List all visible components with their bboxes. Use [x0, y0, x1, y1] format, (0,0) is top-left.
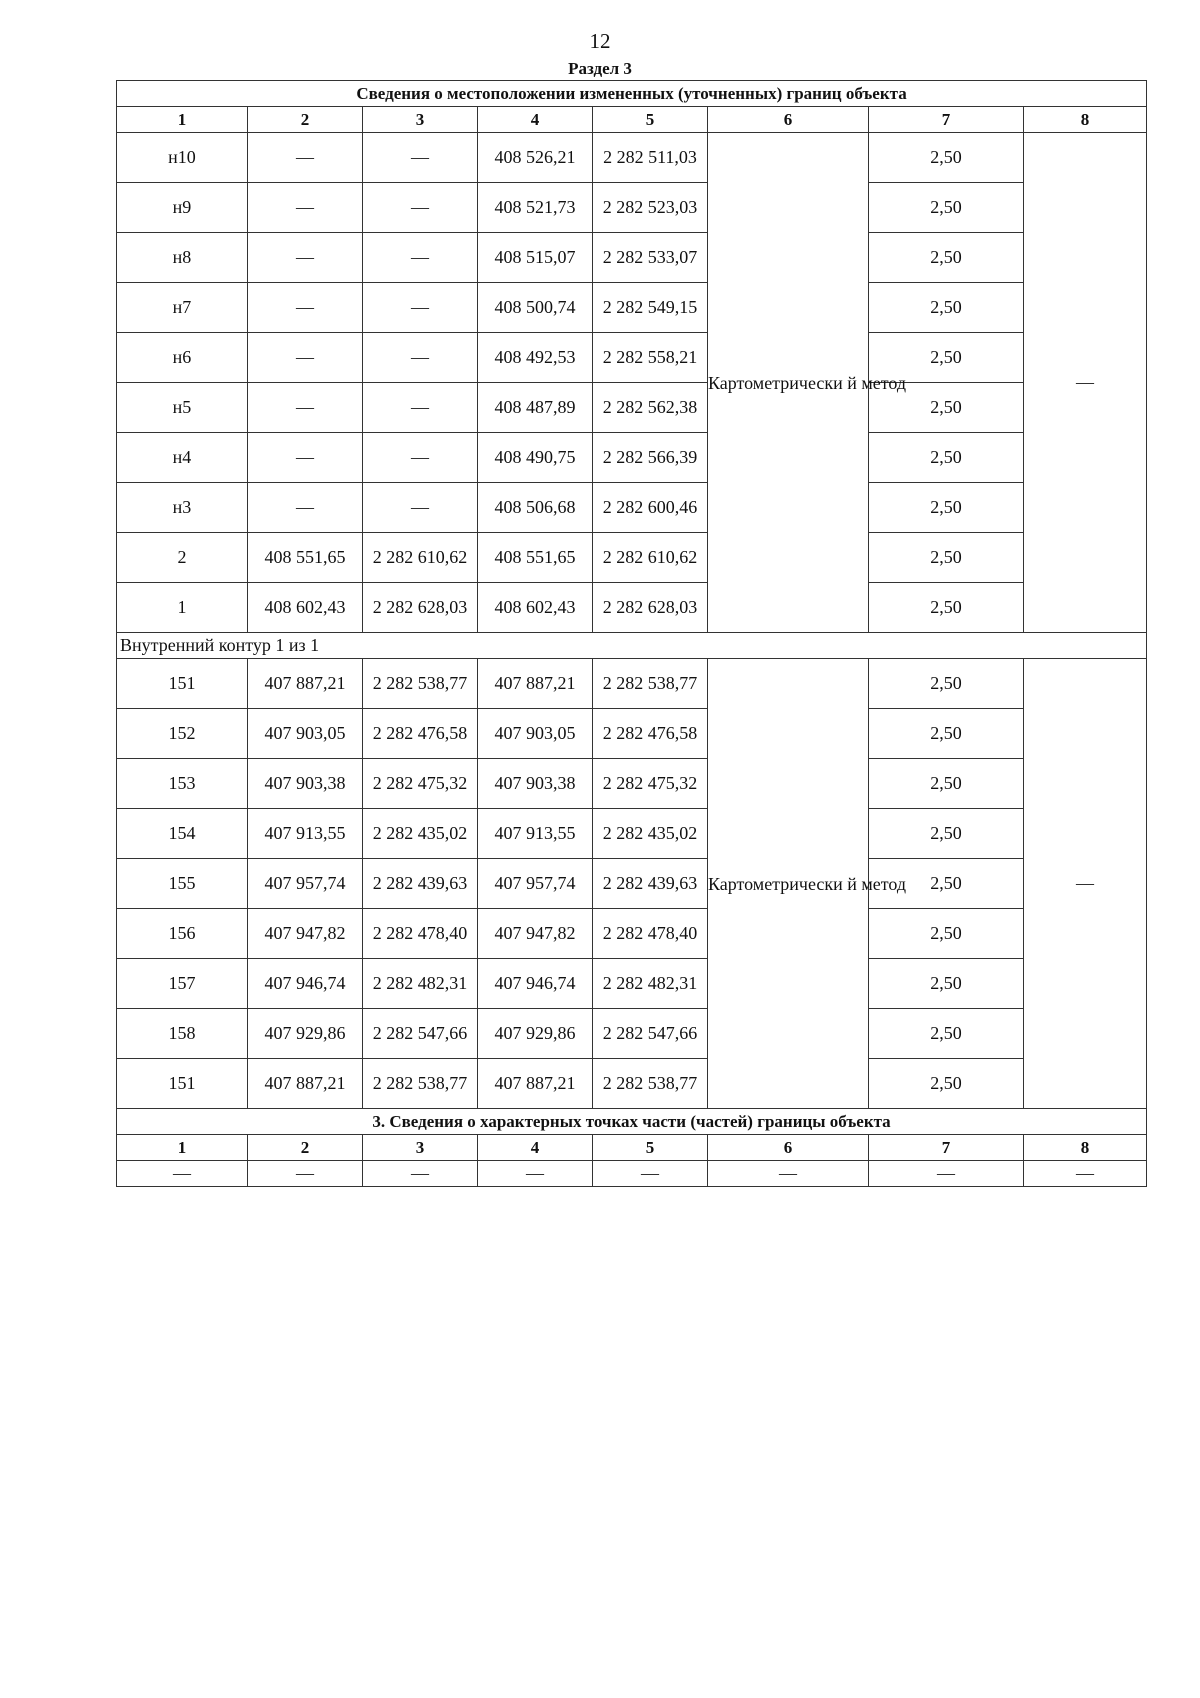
method-cell: Картометрически й метод	[708, 133, 869, 633]
existing-x: 407 887,21	[248, 659, 363, 709]
existing-x: —	[248, 233, 363, 283]
table-header-row	[117, 81, 1147, 107]
existing-x: —	[248, 383, 363, 433]
refined-y: 2 282 435,02	[593, 809, 708, 859]
refined-y: 2 282 478,40	[593, 909, 708, 959]
page-number: 12	[589, 29, 611, 53]
existing-x: —	[248, 433, 363, 483]
column-number: 7	[869, 107, 1024, 133]
table-row	[117, 583, 1147, 633]
refined-y: 2 282 476,58	[593, 709, 708, 759]
existing-x: 407 957,74	[248, 859, 363, 909]
empty-cell: —	[593, 1161, 708, 1187]
column-number: 6	[708, 107, 869, 133]
refined-x: 408 526,21	[478, 133, 593, 183]
accuracy: 2,50	[869, 133, 1024, 183]
table-row	[117, 809, 1147, 859]
refined-x: 407 947,82	[478, 909, 593, 959]
table-row	[117, 659, 1147, 709]
accuracy: 2,50	[869, 233, 1024, 283]
refined-x: 408 500,74	[478, 283, 593, 333]
column-number: 1	[117, 107, 248, 133]
accuracy: 2,50	[869, 759, 1024, 809]
table-row	[117, 383, 1147, 433]
existing-x: 407 913,55	[248, 809, 363, 859]
point-number: 151	[117, 1059, 248, 1109]
empty-cell: —	[248, 1161, 363, 1187]
column-number: 4	[478, 107, 593, 133]
point-number: н9	[117, 183, 248, 233]
table-row	[117, 533, 1147, 583]
refined-x: 407 887,21	[478, 659, 593, 709]
point-number: 158	[117, 1009, 248, 1059]
existing-y: 2 282 482,31	[363, 959, 478, 1009]
existing-y: 2 282 610,62	[363, 533, 478, 583]
refined-y: 2 282 482,31	[593, 959, 708, 1009]
table-row	[117, 959, 1147, 1009]
refined-x: 407 903,05	[478, 709, 593, 759]
accuracy: 2,50	[869, 909, 1024, 959]
refined-x: 407 887,21	[478, 1059, 593, 1109]
refined-y: 2 282 628,03	[593, 583, 708, 633]
refined-x: 408 506,68	[478, 483, 593, 533]
refined-y: 2 282 558,21	[593, 333, 708, 383]
point-number: н3	[117, 483, 248, 533]
refined-x: 408 487,89	[478, 383, 593, 433]
refined-x: 407 913,55	[478, 809, 593, 859]
existing-y: 2 282 478,40	[363, 909, 478, 959]
point-number: 1	[117, 583, 248, 633]
point-number: н4	[117, 433, 248, 483]
existing-y: 2 282 547,66	[363, 1009, 478, 1059]
refined-y: 2 282 475,32	[593, 759, 708, 809]
refined-x: 408 490,75	[478, 433, 593, 483]
existing-y: —	[363, 283, 478, 333]
accuracy: 2,50	[869, 859, 1024, 909]
column-number: 7	[869, 1135, 1024, 1161]
existing-y: 2 282 628,03	[363, 583, 478, 633]
section-title: Раздел 3	[568, 59, 632, 78]
table-header: Сведения о местоположении измененных (уточненных) границ объекта	[117, 81, 1147, 107]
accuracy: 2,50	[869, 659, 1024, 709]
section-3-header: 3. Сведения о характерных точках части (частей) границы объекта	[117, 1109, 1147, 1135]
existing-x: —	[248, 333, 363, 383]
existing-x: 408 551,65	[248, 533, 363, 583]
empty-cell: —	[708, 1161, 869, 1187]
accuracy: 2,50	[869, 483, 1024, 533]
refined-x: 408 492,53	[478, 333, 593, 383]
refined-x: 407 957,74	[478, 859, 593, 909]
existing-x: 407 946,74	[248, 959, 363, 1009]
refined-y: 2 282 538,77	[593, 1059, 708, 1109]
column-number: 2	[248, 107, 363, 133]
table-row	[117, 433, 1147, 483]
point-number: н10	[117, 133, 248, 183]
refined-y: 2 282 538,77	[593, 659, 708, 709]
method-cell: Картометрически й метод	[708, 659, 869, 1109]
refined-y: 2 282 600,46	[593, 483, 708, 533]
refined-x: 408 551,65	[478, 533, 593, 583]
table-row	[117, 1009, 1147, 1059]
point-number: 154	[117, 809, 248, 859]
column-number: 1	[117, 1135, 248, 1161]
column-8-cell: —	[1024, 133, 1147, 633]
existing-y: 2 282 476,58	[363, 709, 478, 759]
column-number: 4	[478, 1135, 593, 1161]
column-8-cell: —	[1024, 659, 1147, 1109]
refined-x: 408 602,43	[478, 583, 593, 633]
point-number: 152	[117, 709, 248, 759]
refined-y: 2 282 566,39	[593, 433, 708, 483]
empty-cell: —	[478, 1161, 593, 1187]
accuracy: 2,50	[869, 1009, 1024, 1059]
point-number: н7	[117, 283, 248, 333]
table-row	[117, 133, 1147, 183]
point-number: 153	[117, 759, 248, 809]
column-number-row	[117, 107, 1147, 133]
refined-y: 2 282 562,38	[593, 383, 708, 433]
point-number: 157	[117, 959, 248, 1009]
table-row	[117, 859, 1147, 909]
accuracy: 2,50	[869, 283, 1024, 333]
existing-y: —	[363, 383, 478, 433]
accuracy: 2,50	[869, 809, 1024, 859]
accuracy: 2,50	[869, 383, 1024, 433]
existing-y: —	[363, 133, 478, 183]
existing-y: 2 282 538,77	[363, 1059, 478, 1109]
column-number: 5	[593, 107, 708, 133]
table-row	[117, 709, 1147, 759]
existing-y: 2 282 435,02	[363, 809, 478, 859]
accuracy: 2,50	[869, 959, 1024, 1009]
existing-x: 407 903,38	[248, 759, 363, 809]
refined-y: 2 282 533,07	[593, 233, 708, 283]
existing-x: 408 602,43	[248, 583, 363, 633]
existing-x: 407 903,05	[248, 709, 363, 759]
existing-x: —	[248, 283, 363, 333]
refined-x: 407 929,86	[478, 1009, 593, 1059]
column-number: 8	[1024, 1135, 1147, 1161]
existing-y: —	[363, 483, 478, 533]
refined-y: 2 282 610,62	[593, 533, 708, 583]
table-row	[117, 483, 1147, 533]
inner-contour-label: Внутренний контур 1 из 1	[117, 633, 1147, 659]
accuracy: 2,50	[869, 183, 1024, 233]
point-number: н8	[117, 233, 248, 283]
refined-x: 408 521,73	[478, 183, 593, 233]
accuracy: 2,50	[869, 709, 1024, 759]
column-number-row-2	[117, 1135, 1147, 1161]
table-row	[117, 1059, 1147, 1109]
existing-y: 2 282 538,77	[363, 659, 478, 709]
column-number: 8	[1024, 107, 1147, 133]
section-3-header-row	[117, 1109, 1147, 1135]
refined-x: 408 515,07	[478, 233, 593, 283]
existing-x: —	[248, 133, 363, 183]
refined-x: 407 903,38	[478, 759, 593, 809]
inner-contour-row	[117, 633, 1147, 659]
existing-x: 407 929,86	[248, 1009, 363, 1059]
existing-y: —	[363, 233, 478, 283]
empty-cell: —	[117, 1161, 248, 1187]
existing-x: —	[248, 483, 363, 533]
table-row	[117, 909, 1147, 959]
existing-x: —	[248, 183, 363, 233]
table-row	[117, 183, 1147, 233]
refined-y: 2 282 439,63	[593, 859, 708, 909]
refined-y: 2 282 523,03	[593, 183, 708, 233]
column-number: 5	[593, 1135, 708, 1161]
existing-y: —	[363, 433, 478, 483]
existing-y: —	[363, 183, 478, 233]
table-row	[117, 283, 1147, 333]
point-number: н5	[117, 383, 248, 433]
accuracy: 2,50	[869, 533, 1024, 583]
existing-y: 2 282 475,32	[363, 759, 478, 809]
accuracy: 2,50	[869, 583, 1024, 633]
point-number: н6	[117, 333, 248, 383]
accuracy: 2,50	[869, 433, 1024, 483]
boundary-coordinates-table	[116, 80, 1147, 1187]
column-number: 6	[708, 1135, 869, 1161]
table-row	[117, 233, 1147, 283]
existing-x: 407 887,21	[248, 1059, 363, 1109]
refined-y: 2 282 511,03	[593, 133, 708, 183]
column-number: 3	[363, 107, 478, 133]
column-number: 2	[248, 1135, 363, 1161]
table-row	[117, 333, 1147, 383]
existing-y: 2 282 439,63	[363, 859, 478, 909]
point-number: 155	[117, 859, 248, 909]
column-number: 3	[363, 1135, 478, 1161]
refined-x: 407 946,74	[478, 959, 593, 1009]
empty-cell: —	[869, 1161, 1024, 1187]
existing-y: —	[363, 333, 478, 383]
empty-cell: —	[1024, 1161, 1147, 1187]
point-number: 151	[117, 659, 248, 709]
existing-x: 407 947,82	[248, 909, 363, 959]
refined-y: 2 282 549,15	[593, 283, 708, 333]
empty-cell: —	[363, 1161, 478, 1187]
table-row	[117, 759, 1147, 809]
accuracy: 2,50	[869, 333, 1024, 383]
point-number: 2	[117, 533, 248, 583]
point-number: 156	[117, 909, 248, 959]
refined-y: 2 282 547,66	[593, 1009, 708, 1059]
accuracy: 2,50	[869, 1059, 1024, 1109]
empty-row	[117, 1161, 1147, 1187]
